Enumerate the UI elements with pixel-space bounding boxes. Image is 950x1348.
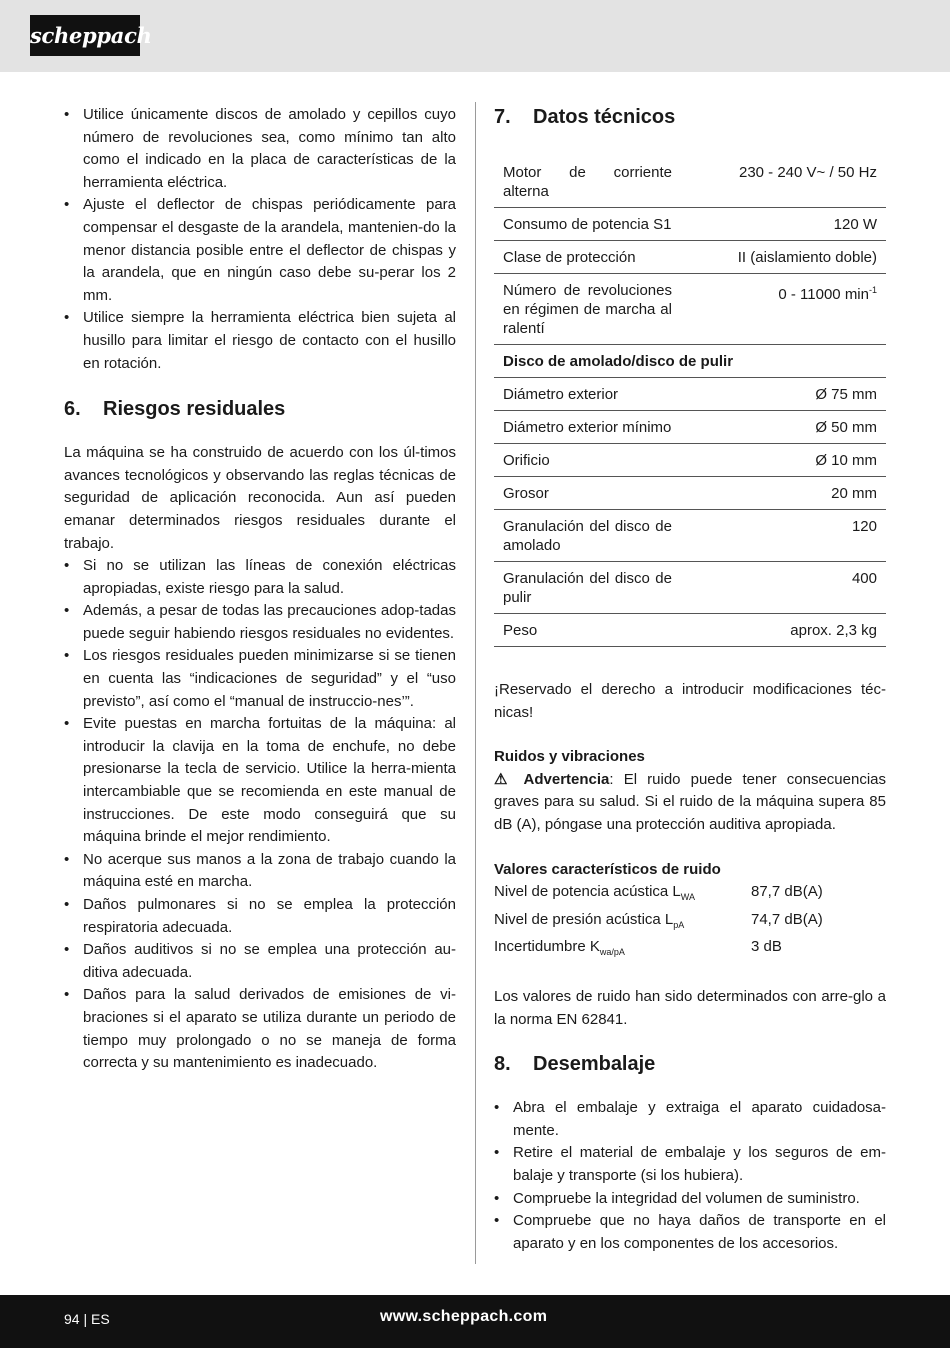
- spec-value: 120 W: [680, 208, 886, 241]
- table-group-row: [494, 345, 886, 378]
- spec-label: Granulación del disco de pulir: [494, 562, 680, 614]
- section-title: Riesgos residuales: [103, 398, 286, 421]
- noise-heading: Ruidos y vibraciones: [494, 748, 645, 766]
- section-number: 7.: [494, 106, 511, 128]
- list-item: • Evite puestas en marcha fortuitas de la máquina: al introducir la clavija en la toma de enchufe, no debe presionarse la tecla de servicio. Utilice la herra-mienta intercambiable que se recomienda en este manual de instrucciones. De este modo conseguirá que su máquina brinde el mejor rendimiento.: [64, 713, 456, 849]
- spec-label: Grosor: [494, 477, 680, 510]
- list-item: • Compruebe la integridad del volumen de suministro.: [494, 1188, 886, 1211]
- list-item: • Utilice siempre la herramienta eléctrica bien sujeta al husillo para limitar el riesgo de contacto con el husillo en rotación.: [64, 307, 456, 375]
- spec-value: [680, 274, 886, 345]
- list-item: • Daños auditivos si no se emplea una protección au-ditiva adecuada.: [64, 939, 456, 984]
- table-row: [494, 510, 886, 562]
- section-title: Datos técnicos: [533, 106, 676, 128]
- spec-value: II (aislamiento doble): [680, 241, 886, 274]
- technical-data-table: [494, 156, 886, 647]
- intro-bullet-list: [64, 104, 456, 375]
- spec-label: Número de revoluciones en régimen de marcha al ralentí: [494, 274, 680, 345]
- table-row: [494, 208, 886, 241]
- spec-value: 20 mm: [680, 477, 886, 510]
- noise-label-subscript: pA: [673, 919, 685, 930]
- table-row: [494, 241, 886, 274]
- spec-label: Orificio: [494, 444, 680, 477]
- spec-label: Diámetro exterior mínimo: [494, 411, 680, 444]
- table-row: [494, 477, 886, 510]
- noise-label: [494, 881, 751, 909]
- table-row: [494, 562, 886, 614]
- spec-value-text: 0 - 11000 min: [778, 286, 869, 303]
- spec-value: 230 - 240 V~ / 50 Hz: [680, 156, 886, 208]
- noise-values-heading: Valores característicos de ruido: [494, 860, 721, 878]
- spec-label: Peso: [494, 614, 680, 647]
- page-number: 94 | ES: [64, 1311, 110, 1327]
- list-item: • Además, a pesar de todas las precauciones adop-tadas puede seguir habiendo riesgos residuales no evidentes.: [64, 600, 456, 645]
- spec-value: 400: [680, 562, 886, 614]
- spec-value-superscript: -1: [868, 285, 877, 295]
- list-item: • Ajuste el deflector de chispas periódicamente para compensar el desgaste de la arandela, mantenien-do la menor distancia posible entre el deflector de chispas y la arandela, que en ningún caso debe su-perar los 2 mm.: [64, 194, 456, 307]
- noise-label-text: Nivel de potencia acústica L: [494, 883, 681, 901]
- noise-label-subscript: WA: [680, 892, 695, 903]
- section-heading-technical-data: [494, 104, 886, 130]
- noise-determination-note: Los valores de ruido han sido determinados con arre-glo a la norma EN 62841.: [494, 987, 886, 1028]
- list-item: • Retire el material de embalaje y los seguros de em-balaje y transporte (si los hubiera).: [494, 1142, 886, 1187]
- table-row: [494, 444, 886, 477]
- section-number: 8.: [494, 1053, 511, 1076]
- list-item: • Utilice únicamente discos de amolado y cepillos cuyo número de revoluciones sea, como mínimo tan alto como el indicado en la placa de características de la herramienta eléctrica.: [64, 104, 456, 194]
- section-number: 6.: [64, 398, 81, 421]
- noise-warning: [494, 769, 886, 837]
- spec-group-title: Disco de amolado/disco de pulir: [494, 345, 886, 378]
- left-column: [64, 104, 456, 1075]
- website-url: www.scheppach.com: [380, 1308, 548, 1325]
- page-header: [0, 0, 950, 72]
- table-row: [494, 411, 886, 444]
- spec-value: Ø 75 mm: [680, 378, 886, 411]
- list-item: • Daños pulmonares si no se emplea la protección respiratoria adecuada.: [64, 894, 456, 939]
- noise-label-text: Incertidumbre K: [494, 938, 600, 956]
- warning-icon: ⚠: [494, 770, 514, 788]
- list-item: • Daños para la salud derivados de emisiones de vi-braciones si el aparato se utiliza durante un periodo de tiempo muy prolongado o no se maneja de forma correcta y su mantenimiento es inadecuado.: [64, 984, 456, 1074]
- spec-value: Ø 10 mm: [680, 444, 886, 477]
- warning-label: Advertencia: [523, 770, 610, 788]
- warning-text: : El ruido puede tener consecuencias graves para su salud. Si el ruido de la máquina supera 85 dB (A), póngase una protección auditiva apropiada.: [494, 770, 886, 833]
- list-item: • No acerque sus manos a la zona de trabajo cuando la máquina esté en marcha.: [64, 849, 456, 894]
- right-column: [494, 104, 886, 1255]
- noise-value-row: [494, 909, 886, 937]
- noise-value: 74,7 dB(A): [751, 910, 823, 928]
- spec-value: Ø 50 mm: [680, 411, 886, 444]
- noise-label-subscript: wa/pA: [599, 947, 625, 958]
- noise-label: [494, 936, 751, 964]
- section-title: Desembalaje: [533, 1053, 656, 1076]
- list-item: • Si no se utilizan las líneas de conexión eléctricas apropiadas, existe riesgo para la salud.: [64, 555, 456, 600]
- spec-value: aprox. 2,3 kg: [680, 614, 886, 647]
- list-item: • Abra el embalaje y extraiga el aparato cuidadosa-mente.: [494, 1097, 886, 1142]
- spec-label: Consumo de potencia S1: [494, 208, 680, 241]
- residual-risks-list: [64, 555, 456, 1075]
- page-footer: [0, 1295, 950, 1348]
- noise-value-row: [494, 881, 886, 909]
- table-row: [494, 156, 886, 208]
- residual-risks-paragraph: La máquina se ha construido de acuerdo con los úl-timos avances tecnológicos y observando las reglas técnicas de seguridad de aplicación reconocida. Aun así pueden emanar determinados riesgos residuales durante el trabajo.: [64, 444, 456, 552]
- spec-label: Diámetro exterior: [494, 378, 680, 411]
- spec-value: 120: [680, 510, 886, 562]
- table-row: [494, 274, 886, 345]
- noise-label-text: Nivel de presión acústica L: [494, 910, 674, 928]
- noise-value: 3 dB: [751, 938, 782, 956]
- spec-label: Motor de corriente alterna: [494, 156, 680, 208]
- unpacking-list: [494, 1097, 886, 1255]
- spec-label: Granulación del disco de amolado: [494, 510, 680, 562]
- list-item: • Los riesgos residuales pueden minimizarse si se tienen en cuenta las “indicaciones de seguridad” y el “uso previsto”, así como el “manual de instruccio-nes’”.: [64, 645, 456, 713]
- list-item: • Compruebe que no haya daños de transporte en el aparato y en los componentes de los accesorios.: [494, 1210, 886, 1255]
- table-row: [494, 614, 886, 647]
- reserved-rights-note: ¡Reservado el derecho a introducir modificaciones téc-nicas!: [494, 681, 886, 721]
- column-divider: [475, 102, 476, 1264]
- section-heading-unpacking: [494, 1051, 886, 1077]
- spec-label: Clase de protección: [494, 241, 680, 274]
- noise-value-row: [494, 936, 886, 964]
- noise-value: 87,7 dB(A): [751, 883, 823, 901]
- brand-logo: scheppach: [30, 15, 140, 56]
- table-row: [494, 378, 886, 411]
- noise-label: [494, 909, 751, 937]
- section-heading-residual-risks: [64, 396, 456, 422]
